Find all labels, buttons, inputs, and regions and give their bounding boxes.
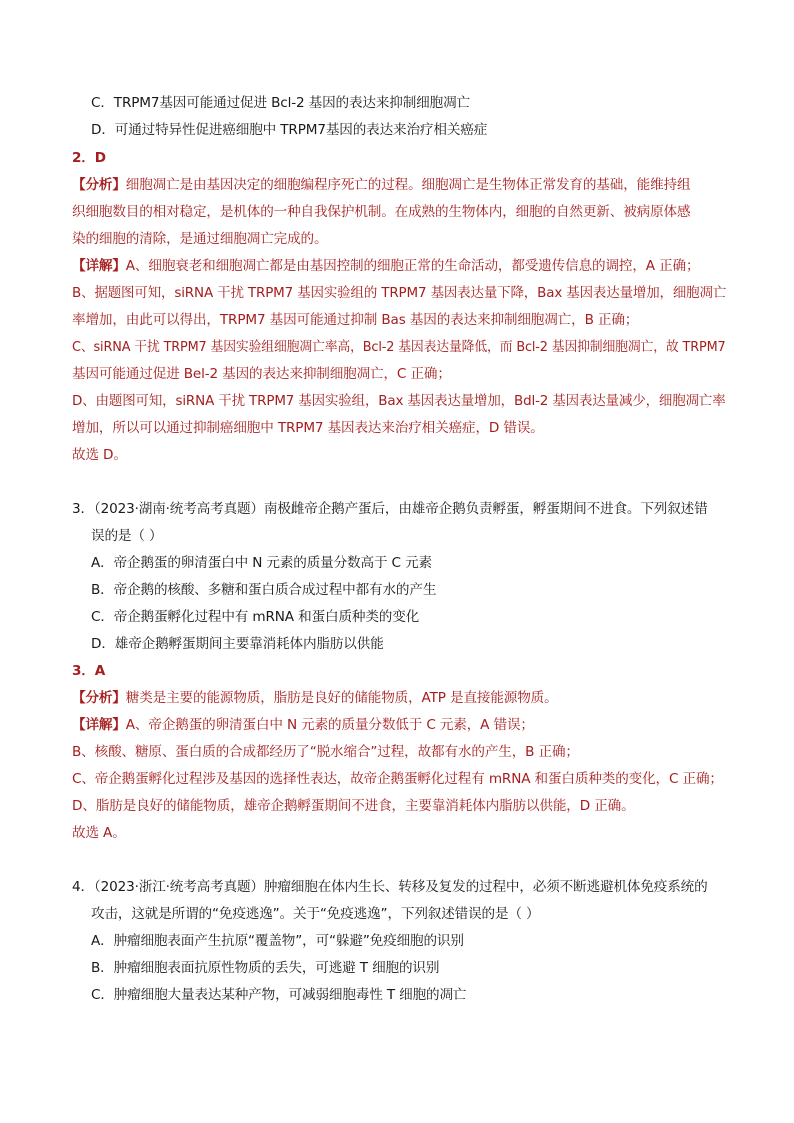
- q2-option-d: D．可通过特异性促进癌细胞中 TRPM7基因的表达来治疗相关癌症: [91, 122, 488, 138]
- q3-stem-line-1: 3．（2023·湖南·统考高考真题）南极雌帝企鹅产蛋后，由雄帝企鹅负责孵蛋，孵蛋期间不进食。下列叙述错: [72, 501, 708, 517]
- a2-analysis-line-2: 织细胞数目的相对稳定，是机体的一种自我保护机制。在成熟的生物体内，细胞的自然更新、被病原体感: [72, 204, 691, 220]
- q2-option-c: C．TRPM7基因可能通过促进 Bcl-2 基因的表达来抑制细胞凋亡: [91, 95, 470, 111]
- q4-stem-line-1: 4．（2023·浙江·统考高考真题）肿瘤细胞在体内生长、转移及复发的过程中，必须不断逃避机体免疫系统的: [72, 879, 708, 895]
- a3-analysis-line-1: [72, 688, 558, 708]
- analysis-tag: 【分析】: [72, 690, 126, 706]
- a2-detail-line-2: B、据题图可知，siRNA 干扰 TRPM7 基因实验组的 TRPM7 基因表达量下降，Bax 基因表达量增加，细胞凋亡: [72, 285, 727, 301]
- q3-option-d: D．雄帝企鹅孵蛋期间主要靠消耗体内脂肪以供能: [91, 636, 384, 652]
- q4-stem-line-2: 攻击，这就是所谓的“免疫逃逸”。关于“免疫逃逸”，下列叙述错误的是（ ）: [91, 906, 540, 922]
- analysis-text: 细胞凋亡是由基因决定的细胞编程序死亡的过程。细胞凋亡是生物体正常发育的基础，能维持组: [125, 177, 691, 193]
- q4-option-c: C．肿瘤细胞大量表达某种产物，可减弱细胞毒性 T 细胞的凋亡: [91, 987, 467, 1003]
- a3-detail-line-3: C、帝企鹅蛋孵化过程涉及基因的选择性表达，故帝企鹅蛋孵化过程有 mRNA 和蛋白质种类的变化，C 正确；: [72, 771, 723, 787]
- a2-analysis-line-1: [72, 175, 690, 195]
- detail-text: A、细胞衰老和细胞凋亡都是由基因控制的细胞正常的生命活动，都受遗传信息的调控，A 正确；: [125, 258, 700, 274]
- q3-stem-line-2: 误的是（ ）: [91, 528, 163, 544]
- a2-detail-line-3: 率增加，由此可以得出，TRPM7 基因可能通过抑制 Bas 基因的表达来抑制细胞凋亡，B 正确；: [72, 312, 639, 328]
- a2-detail-line-1: [72, 256, 699, 276]
- analysis-text: 糖类是主要的能源物质，脂肪是良好的储能物质，ATP 是直接能源物质。: [125, 690, 558, 706]
- q4-option-a: A．肿瘤细胞表面产生抗原“覆盖物”，可“躲避”免疫细胞的识别: [91, 933, 464, 949]
- a2-analysis-line-3: 染的细胞的清除，是通过细胞凋亡完成的。: [72, 231, 328, 247]
- q3-option-a: A．帝企鹅蛋的卵清蛋白中 N 元素的质量分数高于 C 元素: [91, 555, 432, 571]
- a2-detail-line-6: D、由题图可知，siRNA 干扰 TRPM7 基因实验组，Bax 基因表达量增加，Bdl-2 基因表达量减少，细胞凋亡率: [72, 393, 726, 409]
- a3-answer: 3．A: [72, 663, 106, 679]
- analysis-tag: 【分析】: [72, 177, 126, 193]
- a2-answer: 2．D: [72, 150, 106, 166]
- a3-detail-line-2: B、核酸、糖原、蛋白质的合成都经历了“脱水缩合”过程，故都有水的产生，B 正确；: [72, 744, 579, 760]
- q4-option-b: B．肿瘤细胞表面抗原性物质的丢失，可逃避 T 细胞的识别: [91, 960, 440, 976]
- a2-conclusion: 故选 D。: [72, 447, 127, 463]
- detail-text: A、帝企鹅蛋的卵清蛋白中 N 元素的质量分数低于 C 元素，A 错误；: [125, 717, 534, 733]
- a2-detail-line-4: C、siRNA 干扰 TRPM7 基因实验组细胞凋亡率高，Bcl-2 基因表达量降低，而 Bcl-2 基因抑制细胞凋亡，故 TRPM7: [72, 339, 726, 355]
- a3-conclusion: 故选 A。: [72, 825, 126, 841]
- q3-option-c: C．帝企鹅蛋孵化过程中有 mRNA 和蛋白质种类的变化: [91, 609, 420, 625]
- a3-detail-line-1: [72, 715, 534, 735]
- a2-detail-line-5: 基因可能通过促进 Bel-2 基因的表达来抑制细胞凋亡，C 正确；: [72, 366, 451, 382]
- a2-detail-line-7: 增加，所以可以通过抑制癌细胞中 TRPM7 基因表达来治疗相关癌症，D 错误。: [72, 420, 544, 436]
- q3-option-b: B．帝企鹅的核酸、多糖和蛋白质合成过程中都有水的产生: [91, 582, 437, 598]
- detail-tag: 【详解】: [72, 717, 126, 733]
- a3-detail-line-4: D、脂肪是良好的储能物质，雄帝企鹅孵蛋期间不进食，主要靠消耗体内脂肪以供能，D 正确。: [72, 798, 635, 814]
- detail-tag: 【详解】: [72, 258, 126, 274]
